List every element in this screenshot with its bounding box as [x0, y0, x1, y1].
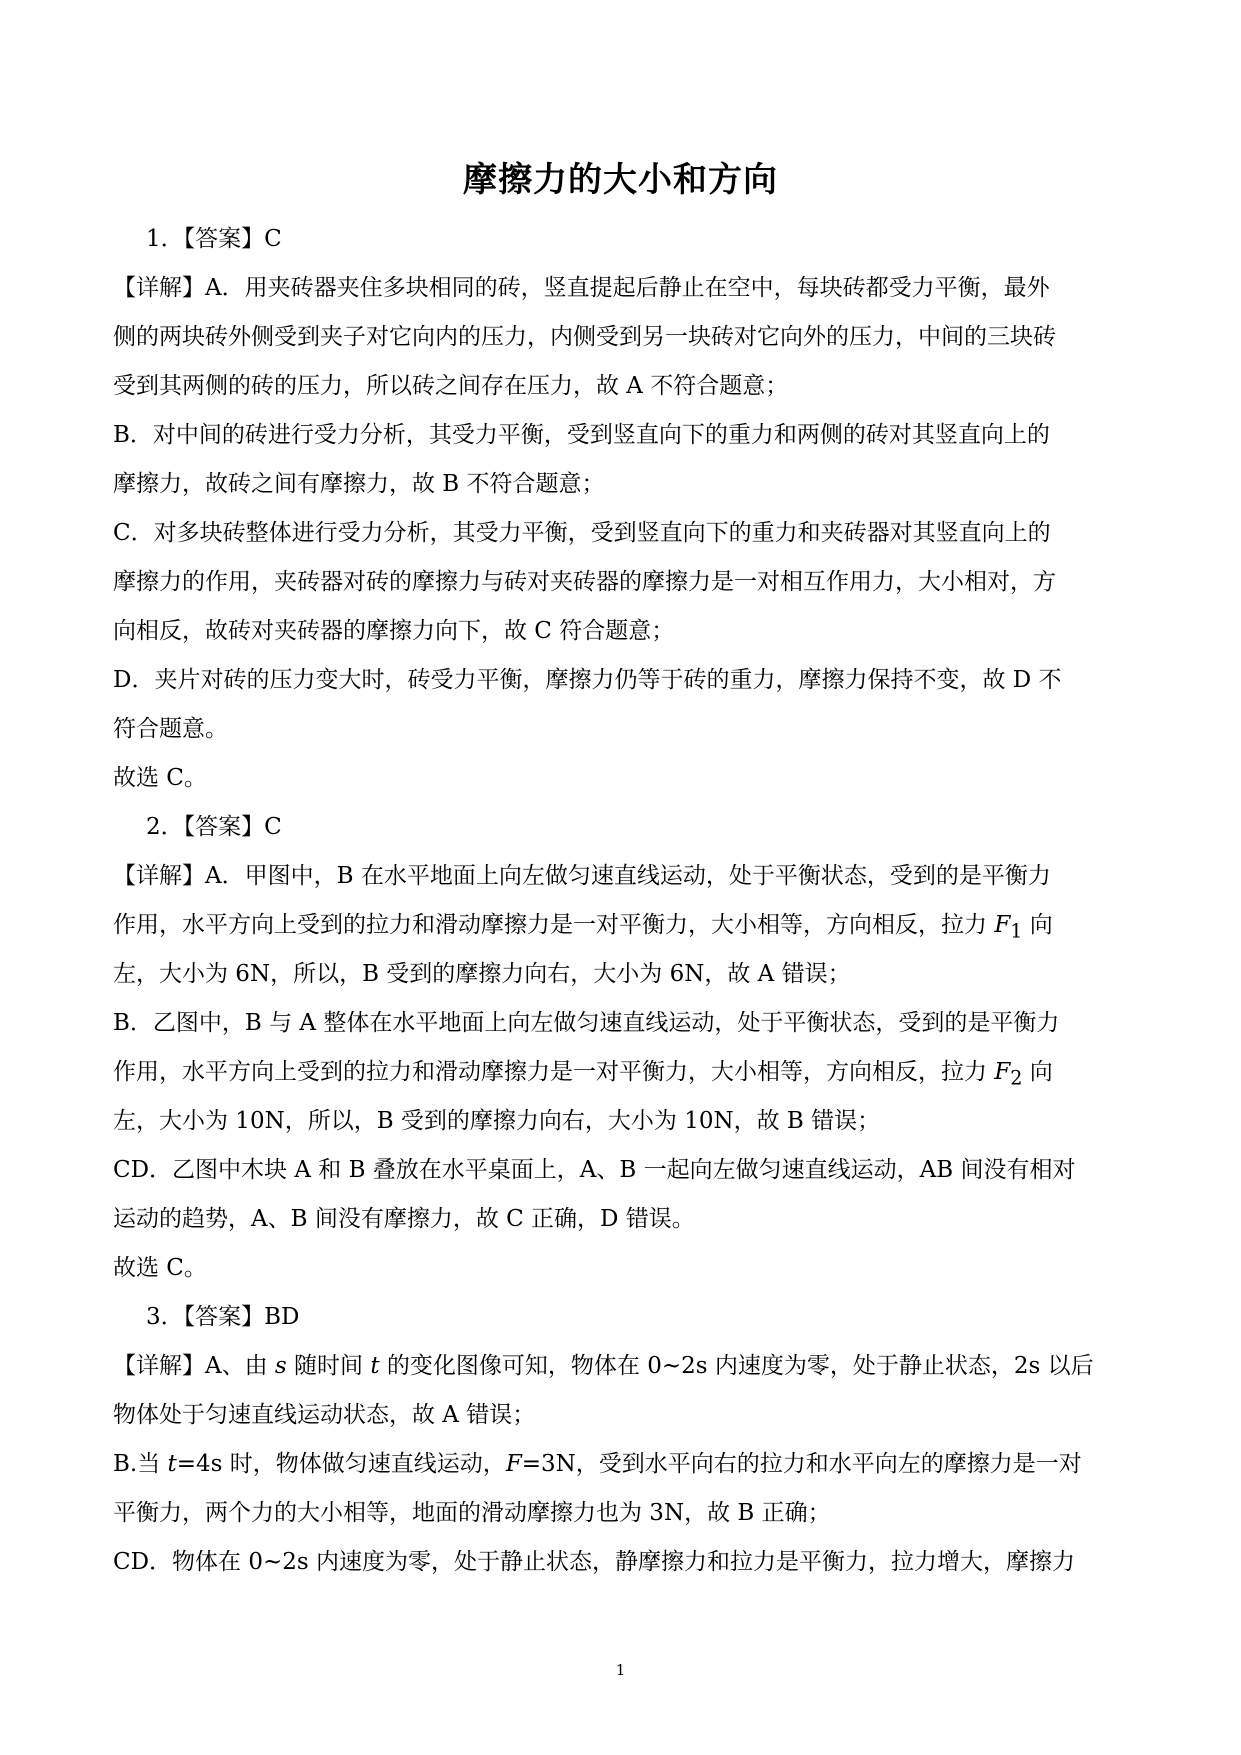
text-line: B．对中间的砖进行受力分析，其受力平衡，受到竖直向下的重力和两侧的砖对其竖直向上的 [113, 422, 1050, 448]
page-title: 摩擦力的大小和方向 [463, 160, 778, 200]
text-line: B．乙图中，B 与 A 整体在水平地面上向左做匀速直线运动，处于平衡状态，受到的是平衡力 [113, 1010, 1060, 1036]
text-line: CD．物体在 0~2s 内速度为零，处于静止状态，静摩擦力和拉力是平衡力，拉力增大，摩擦力 [113, 1549, 1076, 1575]
text-line: CD．乙图中木块 A 和 B 叠放在水平桌面上，A、B 一起向左做匀速直线运动，AB 间没有相对 [113, 1157, 1076, 1183]
text-line: 向相反，故砖对夹砖器的摩擦力向下，故 C 符合题意； [113, 618, 675, 644]
text-line: 左，大小为 10N，所以，B 受到的摩擦力向右，大小为 10N，故 B 错误； [113, 1108, 881, 1134]
text-line [113, 1342, 1129, 1391]
variable-f: F [505, 1451, 522, 1477]
text-segment: B.当 [113, 1451, 168, 1477]
text-line [113, 1048, 1129, 1097]
text-line: 摩擦力的作用，夹砖器对砖的摩擦力与砖对夹砖器的摩擦力是一对相互作用力，大小相对，方 [113, 569, 1056, 595]
answer-line-3: 3．【答案】BD [146, 1304, 300, 1330]
text-segment: =3N，受到水平向右的拉力和水平向左的摩擦力是一对 [521, 1451, 1082, 1477]
text-line: 符合题意。 [113, 716, 228, 742]
text-line: C．对多块砖整体进行受力分析，其受力平衡，受到竖直向下的重力和夹砖器对其竖直向上的 [113, 520, 1051, 546]
answer-line-1: 1．【答案】C [146, 226, 282, 252]
text-line: 受到其两侧的砖的压力，所以砖之间存在压力，故 A 不符合题意； [113, 373, 789, 399]
text-segment: 向 [1022, 1059, 1053, 1085]
text-line: 运动的趋势，A、B 间没有摩擦力，故 C 正确，D 错误。 [113, 1206, 695, 1232]
variable-t: t [167, 1451, 177, 1477]
text-line [113, 901, 1129, 950]
document-body [113, 215, 1129, 1587]
text-line: 左，大小为 6N，所以，B 受到的摩擦力向右，大小为 6N，故 A 错误； [113, 961, 851, 987]
text-line: 【详解】A．用夹砖器夹住多块相同的砖，竖直提起后静止在空中，每块砖都受力平衡，最外 [113, 275, 1050, 301]
text-segment: 作用，水平方向上受到的拉力和滑动摩擦力是一对平衡力，大小相等，方向相反，拉力 [113, 912, 995, 938]
text-segment: 作用，水平方向上受到的拉力和滑动摩擦力是一对平衡力，大小相等，方向相反，拉力 [113, 1059, 995, 1085]
text-segment: 随时间 [286, 1353, 371, 1379]
text-line: 物体处于匀速直线运动状态，故 A 错误； [113, 1402, 536, 1428]
variable-f: F [994, 1059, 1011, 1085]
text-line: 故选 C。 [113, 765, 207, 791]
page-number: 1 [615, 1661, 626, 1679]
variable-s: s [274, 1353, 287, 1379]
text-line: D．夹片对砖的压力变大时，砖受力平衡，摩擦力仍等于砖的重力，摩擦力保持不变，故 D 不 [113, 667, 1062, 693]
subscript: 2 [1010, 1066, 1023, 1090]
subscript: 1 [1010, 919, 1023, 943]
text-line: 【详解】A．甲图中，B 在水平地面上向左做匀速直线运动，处于平衡状态，受到的是平衡力 [113, 863, 1051, 889]
text-line [113, 1440, 1129, 1489]
text-line: 平衡力，两个力的大小相等，地面的滑动摩擦力也为 3N，故 B 正确； [113, 1500, 831, 1526]
text-segment: =4s 时，物体做匀速直线运动， [176, 1451, 506, 1477]
text-segment: 的变化图像可知，物体在 0~2s 内速度为零，处于静止状态，2s 以后 [379, 1353, 1094, 1379]
text-segment: 【详解】A、由 [113, 1353, 275, 1379]
answer-line-2: 2．【答案】C [146, 814, 282, 840]
text-line: 故选 C。 [113, 1255, 207, 1281]
text-line: 侧的两块砖外侧受到夹子对它向内的压力，内侧受到另一块砖对它向外的压力，中间的三块砖 [113, 324, 1056, 350]
variable-f: F [994, 912, 1011, 938]
text-line: 摩擦力，故砖之间有摩擦力，故 B 不符合题意； [113, 471, 605, 497]
variable-t: t [370, 1353, 380, 1379]
text-segment: 向 [1022, 912, 1053, 938]
